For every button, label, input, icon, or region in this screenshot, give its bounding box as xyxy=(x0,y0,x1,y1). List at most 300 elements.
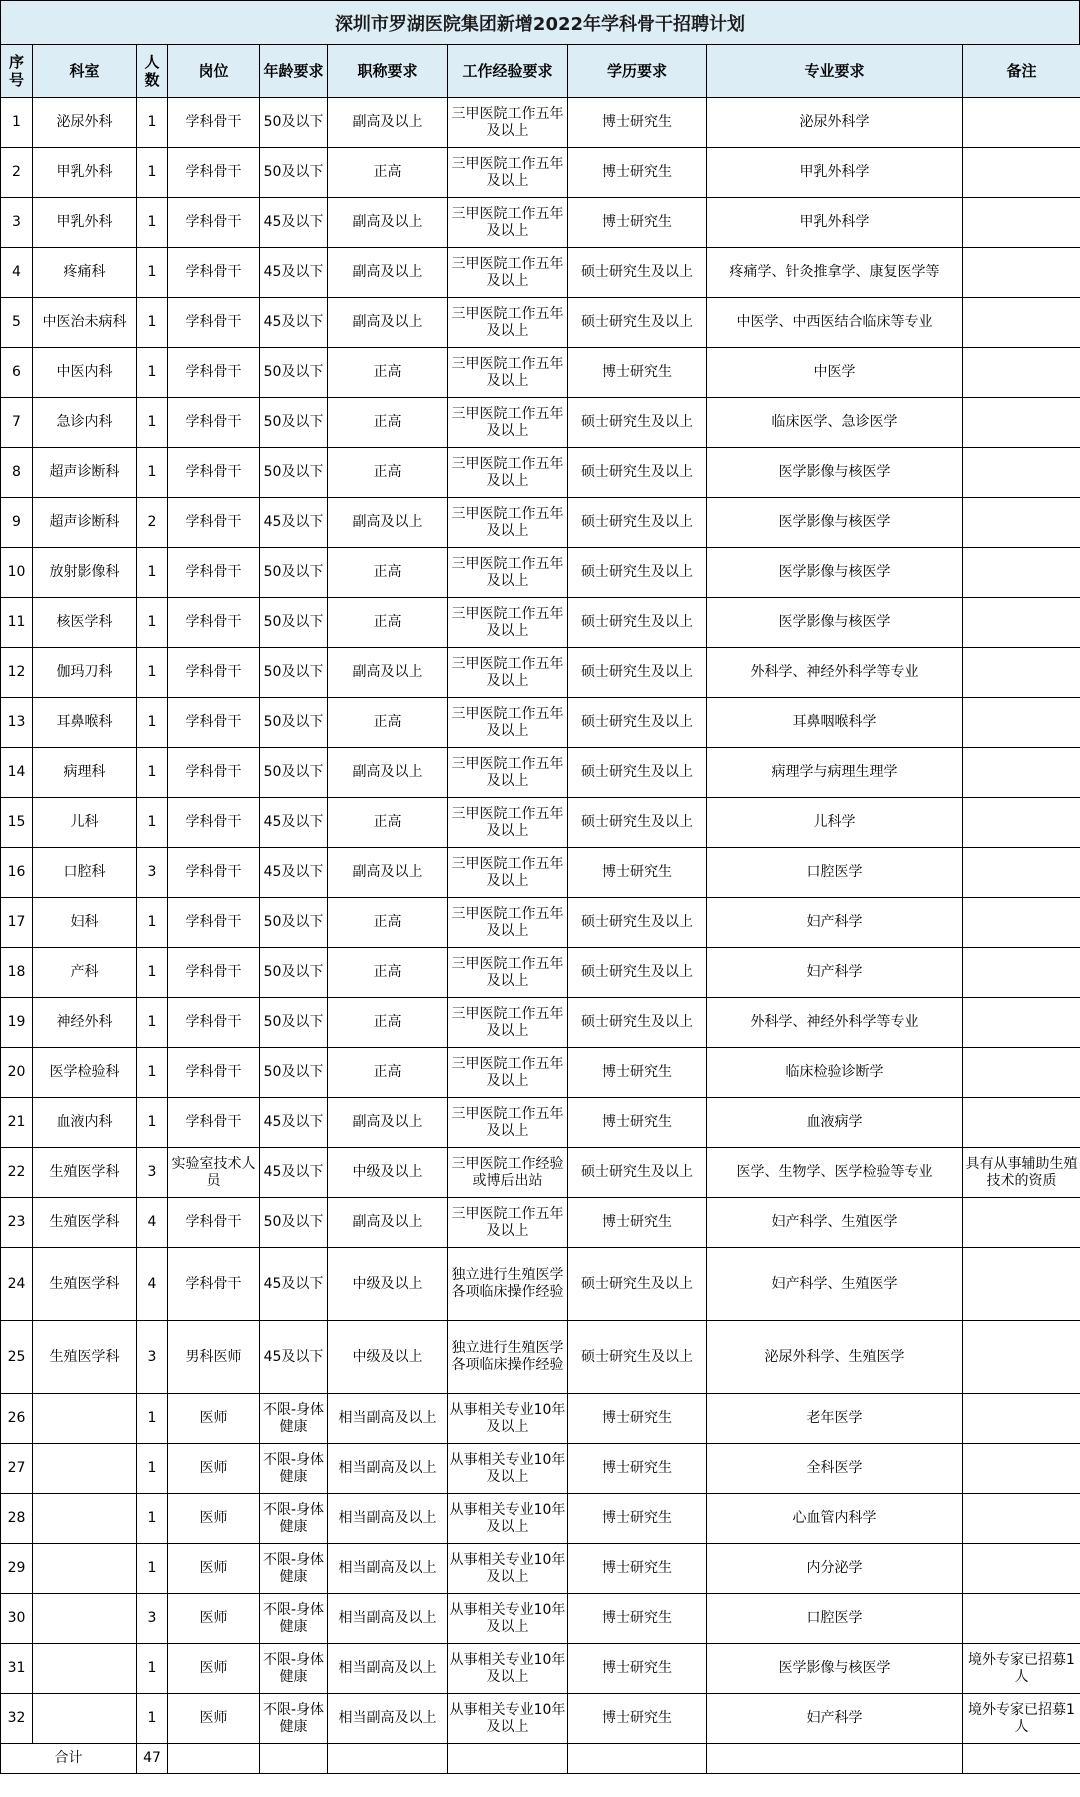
cell-col-headcount: 1 xyxy=(137,1098,168,1148)
cell-col-major: 疼痛学、针灸推拿学、康复医学等 xyxy=(707,248,963,298)
table-row xyxy=(1,898,1080,948)
cell-col-age: 不限-身体健康 xyxy=(260,1394,328,1444)
cell-col-headcount: 1 xyxy=(137,98,168,148)
cell-col-headcount: 1 xyxy=(137,398,168,448)
cell-col-department: 生殖医学科 xyxy=(33,1321,137,1394)
cell-col-department: 甲乳外科 xyxy=(33,148,137,198)
cell-col-age: 50及以下 xyxy=(260,998,328,1048)
table-row xyxy=(1,1048,1080,1098)
cell-col-experience: 三甲医院工作五年及以上 xyxy=(448,98,568,148)
cell-col-department xyxy=(33,1594,137,1644)
cell-col-remarks xyxy=(963,1494,1080,1544)
cell-col-index: 16 xyxy=(1,848,33,898)
cell-col-education: 博士研究生 xyxy=(568,1544,707,1594)
cell-col-major: 外科学、神经外科学等专业 xyxy=(707,648,963,698)
cell-col-age: 45及以下 xyxy=(260,498,328,548)
cell-col-position: 学科骨干 xyxy=(168,248,260,298)
cell-col-department xyxy=(33,1394,137,1444)
table-row xyxy=(1,1148,1080,1198)
cell-col-major: 妇产科学 xyxy=(707,898,963,948)
cell-col-index: 29 xyxy=(1,1544,33,1594)
cell-col-title: 副高及以上 xyxy=(328,498,448,548)
table-row xyxy=(1,148,1080,198)
header-col-position: 岗位 xyxy=(168,45,260,98)
table-header-row xyxy=(1,45,1080,98)
cell-col-major: 外科学、神经外科学等专业 xyxy=(707,998,963,1048)
cell-col-major: 口腔医学 xyxy=(707,1594,963,1644)
cell-col-experience: 从事相关专业10年及以上 xyxy=(448,1694,568,1744)
cell-col-major: 妇产科学、生殖医学 xyxy=(707,1248,963,1321)
cell-col-education: 博士研究生 xyxy=(568,1098,707,1148)
cell-col-title: 相当副高及以上 xyxy=(328,1694,448,1744)
cell-col-age: 45及以下 xyxy=(260,1321,328,1394)
table-row xyxy=(1,648,1080,698)
cell-col-index: 28 xyxy=(1,1494,33,1544)
cell-col-department: 生殖医学科 xyxy=(33,1248,137,1321)
cell-col-headcount: 1 xyxy=(137,998,168,1048)
cell-col-department xyxy=(33,1644,137,1694)
cell-col-title: 相当副高及以上 xyxy=(328,1494,448,1544)
cell-col-major: 甲乳外科学 xyxy=(707,148,963,198)
cell-col-position: 学科骨干 xyxy=(168,698,260,748)
cell-col-education: 硕士研究生及以上 xyxy=(568,648,707,698)
cell-col-position: 学科骨干 xyxy=(168,348,260,398)
cell-col-major: 老年医学 xyxy=(707,1394,963,1444)
cell-col-title: 相当副高及以上 xyxy=(328,1394,448,1444)
cell-col-remarks xyxy=(963,98,1080,148)
cell-col-education: 硕士研究生及以上 xyxy=(568,798,707,848)
cell-col-experience: 三甲医院工作五年及以上 xyxy=(448,1198,568,1248)
table-row xyxy=(1,98,1080,148)
cell-col-education: 博士研究生 xyxy=(568,1048,707,1098)
cell-col-headcount: 1 xyxy=(137,648,168,698)
cell-col-education: 博士研究生 xyxy=(568,848,707,898)
table-body xyxy=(1,98,1080,1774)
cell-col-department: 口腔科 xyxy=(33,848,137,898)
cell-col-experience: 独立进行生殖医学各项临床操作经验 xyxy=(448,1321,568,1394)
cell-col-index: 31 xyxy=(1,1644,33,1694)
cell-col-position: 医师 xyxy=(168,1644,260,1694)
cell-col-age: 50及以下 xyxy=(260,548,328,598)
cell-col-department: 血液内科 xyxy=(33,1098,137,1148)
table-row xyxy=(1,498,1080,548)
header-col-title: 职称要求 xyxy=(328,45,448,98)
cell-col-index: 4 xyxy=(1,248,33,298)
cell-col-department: 核医学科 xyxy=(33,598,137,648)
cell-col-index: 6 xyxy=(1,348,33,398)
cell-col-title: 相当副高及以上 xyxy=(328,1544,448,1594)
cell-col-department: 中医内科 xyxy=(33,348,137,398)
cell-col-position: 医师 xyxy=(168,1544,260,1594)
cell-col-index: 9 xyxy=(1,498,33,548)
cell-col-remarks xyxy=(963,348,1080,398)
cell-col-headcount: 2 xyxy=(137,498,168,548)
cell-col-index: 1 xyxy=(1,98,33,148)
cell-col-major: 泌尿外科学 xyxy=(707,98,963,148)
cell-col-department xyxy=(33,1694,137,1744)
cell-col-age: 50及以下 xyxy=(260,598,328,648)
cell-col-index: 14 xyxy=(1,748,33,798)
cell-col-position: 学科骨干 xyxy=(168,1198,260,1248)
cell-col-major: 血液病学 xyxy=(707,1098,963,1148)
cell-col-index: 11 xyxy=(1,598,33,648)
table-row xyxy=(1,1444,1080,1494)
header-col-education: 学历要求 xyxy=(568,45,707,98)
cell-col-remarks xyxy=(963,848,1080,898)
cell-col-education: 硕士研究生及以上 xyxy=(568,598,707,648)
cell-col-experience: 三甲医院工作五年及以上 xyxy=(448,748,568,798)
cell-col-title: 正高 xyxy=(328,698,448,748)
cell-col-major: 妇产科学、生殖医学 xyxy=(707,1198,963,1248)
header-col-experience: 工作经验要求 xyxy=(448,45,568,98)
cell-col-department: 神经外科 xyxy=(33,998,137,1048)
cell-col-age: 45及以下 xyxy=(260,248,328,298)
cell-col-title: 副高及以上 xyxy=(328,198,448,248)
cell-col-department: 耳鼻喉科 xyxy=(33,698,137,748)
cell-col-education: 博士研究生 xyxy=(568,1394,707,1444)
cell-col-remarks xyxy=(963,1544,1080,1594)
cell-col-title: 中级及以上 xyxy=(328,1248,448,1321)
cell-col-experience: 从事相关专业10年及以上 xyxy=(448,1594,568,1644)
cell-col-remarks xyxy=(963,298,1080,348)
cell-col-index: 32 xyxy=(1,1694,33,1744)
total-empty-cell xyxy=(568,1744,707,1774)
cell-col-index: 20 xyxy=(1,1048,33,1098)
cell-col-index: 27 xyxy=(1,1444,33,1494)
cell-col-experience: 三甲医院工作五年及以上 xyxy=(448,448,568,498)
cell-col-headcount: 1 xyxy=(137,1544,168,1594)
cell-col-education: 硕士研究生及以上 xyxy=(568,948,707,998)
cell-col-headcount: 3 xyxy=(137,1321,168,1394)
cell-col-experience: 三甲医院工作五年及以上 xyxy=(448,248,568,298)
cell-col-headcount: 1 xyxy=(137,1394,168,1444)
cell-col-remarks xyxy=(963,898,1080,948)
cell-col-experience: 三甲医院工作五年及以上 xyxy=(448,648,568,698)
cell-col-major: 医学影像与核医学 xyxy=(707,498,963,548)
table-row xyxy=(1,1198,1080,1248)
cell-col-age: 45及以下 xyxy=(260,848,328,898)
cell-col-position: 学科骨干 xyxy=(168,98,260,148)
cell-col-position: 学科骨干 xyxy=(168,748,260,798)
cell-col-remarks: 境外专家已招募1人 xyxy=(963,1644,1080,1694)
cell-col-position: 学科骨干 xyxy=(168,398,260,448)
cell-col-position: 学科骨干 xyxy=(168,498,260,548)
cell-col-index: 3 xyxy=(1,198,33,248)
cell-col-age: 50及以下 xyxy=(260,1198,328,1248)
cell-col-title: 相当副高及以上 xyxy=(328,1594,448,1644)
cell-col-major: 全科医学 xyxy=(707,1444,963,1494)
table-row xyxy=(1,248,1080,298)
cell-col-position: 学科骨干 xyxy=(168,848,260,898)
table-row xyxy=(1,748,1080,798)
cell-col-education: 硕士研究生及以上 xyxy=(568,548,707,598)
cell-col-experience: 三甲医院工作经验或博后出站 xyxy=(448,1148,568,1198)
cell-col-education: 博士研究生 xyxy=(568,1694,707,1744)
cell-col-remarks xyxy=(963,148,1080,198)
cell-col-index: 22 xyxy=(1,1148,33,1198)
cell-col-remarks xyxy=(963,498,1080,548)
cell-col-position: 学科骨干 xyxy=(168,1098,260,1148)
cell-col-headcount: 1 xyxy=(137,948,168,998)
cell-col-position: 学科骨干 xyxy=(168,448,260,498)
cell-col-headcount: 1 xyxy=(137,898,168,948)
cell-col-position: 学科骨干 xyxy=(168,548,260,598)
cell-col-major: 儿科学 xyxy=(707,798,963,848)
total-empty-cell xyxy=(963,1744,1080,1774)
cell-col-major: 临床检验诊断学 xyxy=(707,1048,963,1098)
cell-col-age: 45及以下 xyxy=(260,1098,328,1148)
cell-col-department: 超声诊断科 xyxy=(33,448,137,498)
cell-col-position: 学科骨干 xyxy=(168,1048,260,1098)
cell-col-headcount: 1 xyxy=(137,348,168,398)
cell-col-education: 硕士研究生及以上 xyxy=(568,298,707,348)
table-row xyxy=(1,848,1080,898)
header-col-headcount: 人数 xyxy=(137,45,168,98)
cell-col-experience: 三甲医院工作五年及以上 xyxy=(448,898,568,948)
cell-col-headcount: 1 xyxy=(137,148,168,198)
table-row xyxy=(1,298,1080,348)
cell-col-title: 正高 xyxy=(328,548,448,598)
cell-col-index: 15 xyxy=(1,798,33,848)
table-row xyxy=(1,1694,1080,1744)
cell-col-department: 甲乳外科 xyxy=(33,198,137,248)
header-col-age: 年龄要求 xyxy=(260,45,328,98)
table-row xyxy=(1,398,1080,448)
cell-col-index: 8 xyxy=(1,448,33,498)
cell-col-major: 耳鼻咽喉科学 xyxy=(707,698,963,748)
cell-col-index: 13 xyxy=(1,698,33,748)
cell-col-experience: 从事相关专业10年及以上 xyxy=(448,1494,568,1544)
cell-col-index: 10 xyxy=(1,548,33,598)
cell-col-major: 中医学、中西医结合临床等专业 xyxy=(707,298,963,348)
table-row xyxy=(1,548,1080,598)
cell-col-education: 博士研究生 xyxy=(568,1494,707,1544)
cell-col-title: 副高及以上 xyxy=(328,748,448,798)
cell-col-remarks xyxy=(963,248,1080,298)
cell-col-headcount: 3 xyxy=(137,1594,168,1644)
cell-col-remarks xyxy=(963,798,1080,848)
cell-col-remarks xyxy=(963,1048,1080,1098)
cell-col-remarks xyxy=(963,448,1080,498)
cell-col-major: 医学影像与核医学 xyxy=(707,598,963,648)
cell-col-education: 博士研究生 xyxy=(568,1198,707,1248)
cell-col-headcount: 1 xyxy=(137,198,168,248)
cell-col-experience: 三甲医院工作五年及以上 xyxy=(448,298,568,348)
cell-col-education: 博士研究生 xyxy=(568,348,707,398)
cell-col-position: 学科骨干 xyxy=(168,948,260,998)
cell-col-title: 正高 xyxy=(328,1048,448,1098)
table-row xyxy=(1,1594,1080,1644)
cell-col-headcount: 3 xyxy=(137,848,168,898)
cell-col-age: 45及以下 xyxy=(260,198,328,248)
cell-col-remarks xyxy=(963,1594,1080,1644)
cell-col-experience: 从事相关专业10年及以上 xyxy=(448,1444,568,1494)
cell-col-title: 相当副高及以上 xyxy=(328,1644,448,1694)
total-empty-cell xyxy=(168,1744,260,1774)
cell-col-age: 50及以下 xyxy=(260,348,328,398)
header-col-index: 序号 xyxy=(1,45,33,98)
cell-col-age: 50及以下 xyxy=(260,898,328,948)
cell-col-title: 正高 xyxy=(328,898,448,948)
cell-col-experience: 三甲医院工作五年及以上 xyxy=(448,598,568,648)
cell-col-headcount: 1 xyxy=(137,1444,168,1494)
cell-col-age: 45及以下 xyxy=(260,798,328,848)
cell-col-major: 医学影像与核医学 xyxy=(707,448,963,498)
cell-col-remarks: 具有从事辅助生殖技术的资质 xyxy=(963,1148,1080,1198)
cell-col-major: 泌尿外科学、生殖医学 xyxy=(707,1321,963,1394)
cell-col-education: 博士研究生 xyxy=(568,1444,707,1494)
cell-col-experience: 三甲医院工作五年及以上 xyxy=(448,198,568,248)
cell-col-headcount: 1 xyxy=(137,798,168,848)
cell-col-index: 21 xyxy=(1,1098,33,1148)
cell-col-education: 博士研究生 xyxy=(568,1594,707,1644)
cell-col-department: 医学检验科 xyxy=(33,1048,137,1098)
cell-col-department: 伽玛刀科 xyxy=(33,648,137,698)
cell-col-title: 正高 xyxy=(328,148,448,198)
cell-col-title: 副高及以上 xyxy=(328,98,448,148)
cell-col-education: 博士研究生 xyxy=(568,1644,707,1694)
table-row xyxy=(1,598,1080,648)
table-row xyxy=(1,998,1080,1048)
cell-col-department: 放射影像科 xyxy=(33,548,137,598)
cell-col-title: 副高及以上 xyxy=(328,1098,448,1148)
cell-col-department xyxy=(33,1494,137,1544)
cell-col-title: 副高及以上 xyxy=(328,648,448,698)
total-empty-cell xyxy=(260,1744,328,1774)
cell-col-education: 硕士研究生及以上 xyxy=(568,748,707,798)
cell-col-experience: 三甲医院工作五年及以上 xyxy=(448,948,568,998)
cell-col-title: 正高 xyxy=(328,448,448,498)
cell-col-remarks xyxy=(963,648,1080,698)
total-label: 合计 xyxy=(1,1744,137,1774)
cell-col-age: 不限-身体健康 xyxy=(260,1494,328,1544)
cell-col-age: 不限-身体健康 xyxy=(260,1594,328,1644)
cell-col-major: 妇产科学 xyxy=(707,948,963,998)
table-row xyxy=(1,1494,1080,1544)
cell-col-position: 医师 xyxy=(168,1594,260,1644)
cell-col-remarks xyxy=(963,998,1080,1048)
cell-col-education: 硕士研究生及以上 xyxy=(568,898,707,948)
cell-col-title: 相当副高及以上 xyxy=(328,1444,448,1494)
cell-col-title: 正高 xyxy=(328,348,448,398)
cell-col-age: 不限-身体健康 xyxy=(260,1444,328,1494)
cell-col-department: 儿科 xyxy=(33,798,137,848)
table-row xyxy=(1,198,1080,248)
cell-col-education: 博士研究生 xyxy=(568,198,707,248)
cell-col-title: 副高及以上 xyxy=(328,248,448,298)
cell-col-remarks xyxy=(963,198,1080,248)
cell-col-title: 中级及以上 xyxy=(328,1148,448,1198)
cell-col-headcount: 1 xyxy=(137,548,168,598)
cell-col-title: 正高 xyxy=(328,998,448,1048)
cell-col-index: 5 xyxy=(1,298,33,348)
cell-col-title: 正高 xyxy=(328,398,448,448)
table-row xyxy=(1,1644,1080,1694)
cell-col-experience: 三甲医院工作五年及以上 xyxy=(448,398,568,448)
cell-col-education: 硕士研究生及以上 xyxy=(568,1248,707,1321)
cell-col-age: 45及以下 xyxy=(260,298,328,348)
cell-col-title: 副高及以上 xyxy=(328,1198,448,1248)
cell-col-experience: 三甲医院工作五年及以上 xyxy=(448,798,568,848)
total-empty-cell xyxy=(707,1744,963,1774)
cell-col-department: 泌尿外科 xyxy=(33,98,137,148)
cell-col-headcount: 1 xyxy=(137,1494,168,1544)
cell-col-education: 硕士研究生及以上 xyxy=(568,698,707,748)
cell-col-age: 50及以下 xyxy=(260,698,328,748)
cell-col-headcount: 1 xyxy=(137,448,168,498)
cell-col-department: 中医治未病科 xyxy=(33,298,137,348)
cell-col-remarks xyxy=(963,1248,1080,1321)
cell-col-experience: 三甲医院工作五年及以上 xyxy=(448,848,568,898)
cell-col-experience: 三甲医院工作五年及以上 xyxy=(448,498,568,548)
cell-col-major: 甲乳外科学 xyxy=(707,198,963,248)
cell-col-education: 硕士研究生及以上 xyxy=(568,1321,707,1394)
cell-col-remarks xyxy=(963,1198,1080,1248)
cell-col-index: 7 xyxy=(1,398,33,448)
cell-col-position: 学科骨干 xyxy=(168,298,260,348)
cell-col-remarks xyxy=(963,548,1080,598)
cell-col-department: 疼痛科 xyxy=(33,248,137,298)
cell-col-department: 病理科 xyxy=(33,748,137,798)
cell-col-remarks xyxy=(963,1321,1080,1394)
cell-col-index: 17 xyxy=(1,898,33,948)
total-empty-cell xyxy=(448,1744,568,1774)
cell-col-age: 50及以下 xyxy=(260,148,328,198)
cell-col-position: 医师 xyxy=(168,1694,260,1744)
cell-col-education: 硕士研究生及以上 xyxy=(568,1148,707,1198)
cell-col-remarks xyxy=(963,598,1080,648)
cell-col-position: 医师 xyxy=(168,1444,260,1494)
cell-col-major: 心血管内科学 xyxy=(707,1494,963,1544)
cell-col-headcount: 1 xyxy=(137,598,168,648)
cell-col-position: 学科骨干 xyxy=(168,898,260,948)
cell-col-major: 医学影像与核医学 xyxy=(707,1644,963,1694)
cell-col-age: 50及以下 xyxy=(260,648,328,698)
cell-col-index: 12 xyxy=(1,648,33,698)
cell-col-position: 学科骨干 xyxy=(168,198,260,248)
cell-col-index: 2 xyxy=(1,148,33,198)
cell-col-title: 正高 xyxy=(328,948,448,998)
cell-col-position: 学科骨干 xyxy=(168,648,260,698)
cell-col-age: 45及以下 xyxy=(260,1248,328,1321)
table-row xyxy=(1,1321,1080,1394)
cell-col-headcount: 4 xyxy=(137,1248,168,1321)
cell-col-experience: 三甲医院工作五年及以上 xyxy=(448,148,568,198)
table-row xyxy=(1,698,1080,748)
table-row xyxy=(1,348,1080,398)
cell-col-experience: 三甲医院工作五年及以上 xyxy=(448,348,568,398)
cell-col-experience: 三甲医院工作五年及以上 xyxy=(448,1048,568,1098)
cell-col-experience: 三甲医院工作五年及以上 xyxy=(448,998,568,1048)
cell-col-headcount: 3 xyxy=(137,1148,168,1198)
cell-col-department: 妇科 xyxy=(33,898,137,948)
cell-col-remarks xyxy=(963,1098,1080,1148)
cell-col-experience: 从事相关专业10年及以上 xyxy=(448,1394,568,1444)
cell-col-remarks xyxy=(963,1444,1080,1494)
cell-col-age: 50及以下 xyxy=(260,98,328,148)
cell-col-title: 正高 xyxy=(328,598,448,648)
cell-col-age: 不限-身体健康 xyxy=(260,1544,328,1594)
cell-col-age: 45及以下 xyxy=(260,1148,328,1198)
cell-col-age: 50及以下 xyxy=(260,448,328,498)
cell-col-education: 硕士研究生及以上 xyxy=(568,448,707,498)
cell-col-education: 博士研究生 xyxy=(568,98,707,148)
cell-col-major: 内分泌学 xyxy=(707,1544,963,1594)
recruitment-table xyxy=(0,44,1080,1774)
table-row xyxy=(1,1544,1080,1594)
cell-col-remarks xyxy=(963,948,1080,998)
cell-col-major: 中医学 xyxy=(707,348,963,398)
